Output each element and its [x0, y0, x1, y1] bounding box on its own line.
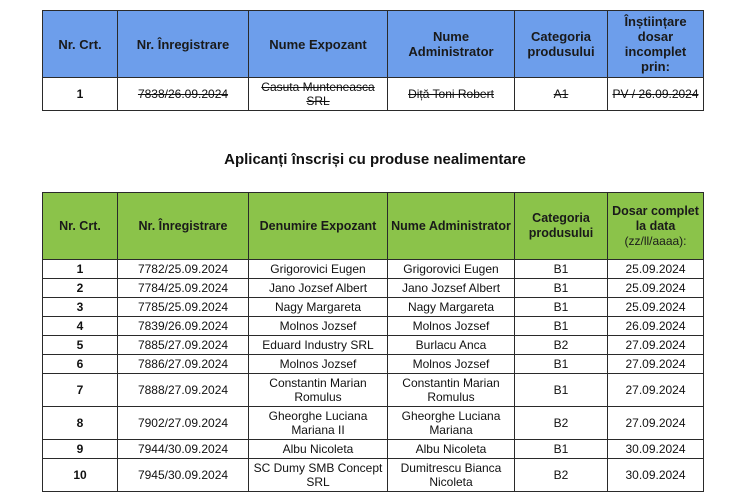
cell-registration: 7902/27.09.2024 — [118, 407, 249, 440]
cell-administrator: Nagy Margareta — [388, 298, 515, 317]
cell-nr: 4 — [43, 317, 118, 336]
table-row — [43, 440, 704, 459]
cell-date: 27.09.2024 — [608, 407, 704, 440]
header-administrator: Nume Administrator — [388, 193, 515, 260]
cell-category: B2 — [515, 459, 608, 492]
cell-nr: 8 — [43, 407, 118, 440]
cell-date: 25.09.2024 — [608, 279, 704, 298]
header-nr-crt: Nr. Crt. — [43, 193, 118, 260]
header-registration: Nr. Înregistrare — [118, 11, 249, 78]
cell-category: B1 — [515, 260, 608, 279]
date-format-hint: (zz/ll/aaaa): — [624, 233, 687, 248]
table-row — [43, 317, 704, 336]
cell-exhibitor: Jano Jozsef Albert — [249, 279, 388, 298]
cell-registration: 7782/25.09.2024 — [118, 260, 249, 279]
section-title: Aplicanți înscriși cu produse nealimentare — [224, 151, 526, 168]
table-row — [43, 279, 704, 298]
table-row — [43, 355, 704, 374]
cell-exhibitor: Nagy Margareta — [249, 298, 388, 317]
table-row — [43, 78, 704, 111]
cell-category: B1 — [515, 317, 608, 336]
cell-nr: 1 — [43, 260, 118, 279]
table-row — [43, 260, 704, 279]
cell-registration: 7888/27.09.2024 — [118, 374, 249, 407]
cell-category: A1 — [515, 78, 608, 111]
cell-category: B2 — [515, 336, 608, 355]
cell-nr: 2 — [43, 279, 118, 298]
cell-category: B1 — [515, 374, 608, 407]
cell-administrator: Burlacu Anca — [388, 336, 515, 355]
cell-administrator: Molnos Jozsef — [388, 355, 515, 374]
cell-date: 30.09.2024 — [608, 459, 704, 492]
cell-exhibitor: Molnos Jozsef — [249, 355, 388, 374]
cell-exhibitor: Molnos Jozsef — [249, 317, 388, 336]
cell-category: B2 — [515, 407, 608, 440]
cell-administrator: Molnos Jozsef — [388, 317, 515, 336]
header-category: Categoria produsului — [515, 193, 608, 260]
cell-nr: 9 — [43, 440, 118, 459]
cell-administrator: Albu Nicoleta — [388, 440, 515, 459]
incomplete-dossier-table — [42, 10, 704, 111]
header-exhibitor: Denumire Expozant — [249, 193, 388, 260]
cell-registration: 7784/25.09.2024 — [118, 279, 249, 298]
cell-registration: 7944/30.09.2024 — [118, 440, 249, 459]
cell-category: B1 — [515, 279, 608, 298]
table-row — [43, 459, 704, 492]
header-complete-date-label: Dosar complet la data — [612, 203, 699, 233]
cell-administrator: Gheorghe Luciana Mariana — [388, 407, 515, 440]
header-registration: Nr. Înregistrare — [118, 193, 249, 260]
cell-date: 25.09.2024 — [608, 298, 704, 317]
cell-registration: 7945/30.09.2024 — [118, 459, 249, 492]
table-row — [43, 374, 704, 407]
table-header-row — [43, 193, 704, 260]
cell-date: 25.09.2024 — [608, 260, 704, 279]
nonfood-applicants-table — [42, 192, 704, 492]
table-row — [43, 336, 704, 355]
cell-registration: 7886/27.09.2024 — [118, 355, 249, 374]
cell-nr: 6 — [43, 355, 118, 374]
header-category: Categoria produsului — [515, 11, 608, 78]
cell-registration: 7785/25.09.2024 — [118, 298, 249, 317]
table-row — [43, 298, 704, 317]
cell-nr: 3 — [43, 298, 118, 317]
header-administrator: Nume Administrator — [388, 11, 515, 78]
cell-exhibitor: Constantin Marian Romulus — [249, 374, 388, 407]
header-nr-crt: Nr. Crt. — [43, 11, 118, 78]
cell-nr: 5 — [43, 336, 118, 355]
cell-nr: 10 — [43, 459, 118, 492]
header-notice: Înștiințare dosar incomplet prin: — [608, 11, 704, 78]
cell-exhibitor: SC Dumy SMB Concept SRL — [249, 459, 388, 492]
cell-date: 26.09.2024 — [608, 317, 704, 336]
cell-date: 27.09.2024 — [608, 355, 704, 374]
header-complete-date — [608, 193, 704, 260]
cell-registration: 7839/26.09.2024 — [118, 317, 249, 336]
cell-nr: 1 — [43, 78, 118, 111]
cell-exhibitor: Casuta Munteneasca SRL — [249, 78, 388, 111]
header-exhibitor: Nume Expozant — [249, 11, 388, 78]
cell-exhibitor: Albu Nicoleta — [249, 440, 388, 459]
cell-exhibitor: Gheorghe Luciana Mariana II — [249, 407, 388, 440]
cell-registration: 7885/27.09.2024 — [118, 336, 249, 355]
cell-date: 30.09.2024 — [608, 440, 704, 459]
cell-exhibitor: Eduard Industry SRL — [249, 336, 388, 355]
cell-registration: 7838/26.09.2024 — [118, 78, 249, 111]
cell-administrator: Diță Toni Robert — [388, 78, 515, 111]
cell-administrator: Jano Jozsef Albert — [388, 279, 515, 298]
cell-administrator: Constantin Marian Romulus — [388, 374, 515, 407]
cell-nr: 7 — [43, 374, 118, 407]
cell-category: B1 — [515, 298, 608, 317]
cell-date: 27.09.2024 — [608, 336, 704, 355]
cell-category: B1 — [515, 440, 608, 459]
cell-date: 27.09.2024 — [608, 374, 704, 407]
cell-administrator: Grigorovici Eugen — [388, 260, 515, 279]
cell-administrator: Dumitrescu Bianca Nicoleta — [388, 459, 515, 492]
cell-notice: PV / 26.09.2024 — [608, 78, 704, 111]
table-row — [43, 407, 704, 440]
cell-exhibitor: Grigorovici Eugen — [249, 260, 388, 279]
table-header-row — [43, 11, 704, 78]
cell-category: B1 — [515, 355, 608, 374]
